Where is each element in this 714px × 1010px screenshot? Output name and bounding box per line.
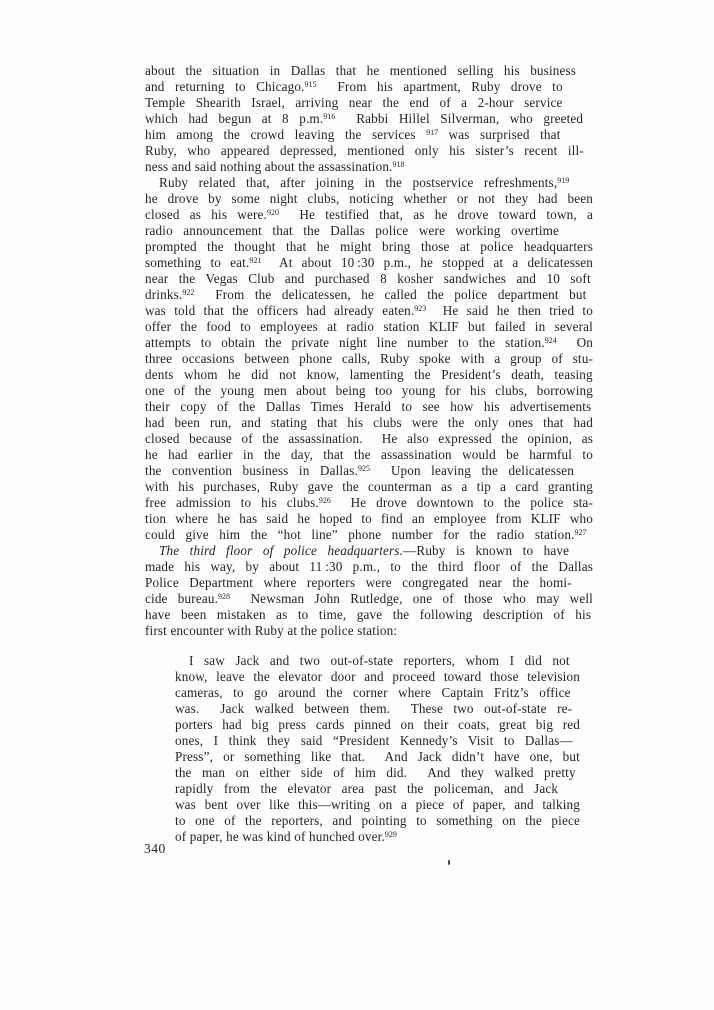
body-text: Upon leaving the delicatessen — [369, 463, 575, 478]
block-quote — [175, 653, 580, 845]
body-text: he drove by some night clubs, noticing whether or not they had been — [145, 191, 593, 206]
text-line-content — [175, 749, 580, 765]
text-line — [175, 829, 580, 845]
text-line — [145, 415, 593, 431]
text-line-content — [145, 383, 593, 399]
body-text: one of the young men about being too young for his clubs, borrowing — [145, 383, 593, 398]
body-text: closed because of the assassination. He also expressed the opinion, as — [145, 431, 593, 446]
body-text: Temple Shearith Israel, arriving near the end of a 2-hour service — [145, 95, 563, 110]
footnote-ref: 926 — [318, 495, 331, 505]
body-text: Police Department where reporters were congregated near the homi- — [145, 575, 572, 590]
text-line-content — [175, 685, 571, 701]
text-line-content — [145, 479, 593, 495]
text-line-content — [175, 653, 570, 669]
body-text: about the situation in Dallas that he mentioned selling his business — [145, 63, 577, 78]
text-line-content — [145, 143, 584, 159]
text-line-content — [175, 717, 580, 733]
text-line — [145, 367, 593, 383]
text-line-content — [175, 781, 558, 797]
body-text: could give him the “hot line” phone number for the radio station. — [145, 527, 575, 542]
first-line-indent — [145, 554, 159, 555]
body-text: He testified that, as he drove toward town, a — [278, 207, 593, 222]
page-number: 340 — [144, 841, 166, 856]
body-text: have been mistaken as to time, gave the following description of his — [145, 607, 592, 622]
body-text: —Ruby is known to have — [403, 543, 570, 558]
body-text: near the Vegas Club and purchased 8 kosher sandwiches and 10 soft — [145, 271, 591, 286]
body-text: closed as his were. — [145, 207, 267, 222]
body-text: of paper, he was kind of hunched over. — [175, 829, 385, 844]
body-text: made his way, by about 11 :30 p.m., to the third floor of the Dallas — [145, 559, 593, 574]
body-text: From his apartment, Ruby drove to — [316, 79, 563, 94]
text-line — [175, 797, 580, 813]
text-line-content — [145, 511, 593, 527]
text-line-content — [145, 623, 397, 639]
scan-artifact-dot — [448, 860, 450, 865]
text-line — [145, 431, 593, 447]
body-text: tion where he has said he hoped to find an employee from KLIF who — [145, 511, 593, 526]
text-line — [175, 733, 580, 749]
text-line — [145, 511, 593, 527]
footnote-ref: 929 — [384, 829, 397, 839]
text-line — [145, 607, 593, 623]
text-line — [145, 623, 593, 639]
text-line-content — [145, 367, 593, 383]
text-line-content — [145, 351, 593, 367]
text-line — [175, 781, 580, 797]
text-line — [145, 175, 593, 191]
footnote-ref: 925 — [357, 463, 370, 473]
footnote-ref: 918 — [392, 159, 405, 169]
body-text: At about 10 :30 p.m., he stopped at a delicatessen — [261, 255, 594, 270]
text-line-content — [145, 575, 572, 591]
body-text: was. Jack walked between them. These two out-of-state re- — [175, 701, 573, 716]
text-line-content — [145, 223, 559, 239]
text-line-content — [145, 319, 593, 335]
body-text: offer the food to employees at radio station KLIF but failed in several — [145, 319, 593, 334]
text-line — [175, 701, 580, 717]
body-text: ones, I think they said “President Kennedy’s Visit to Dallas— — [175, 733, 573, 748]
body-text: Ruby, who appeared depressed, mentioned only his sister’s recent ill- — [145, 143, 584, 158]
text-line — [145, 399, 593, 415]
text-line — [175, 669, 580, 685]
body-text: was bent over like this—writing on a piece of paper, and talking — [175, 797, 580, 812]
paragraph-2 — [145, 175, 593, 543]
text-line — [145, 527, 593, 543]
body-text: cide bureau. — [145, 591, 219, 606]
body-text: dents whom he did not know, lamenting the President’s death, teasing — [145, 367, 593, 382]
text-line — [145, 143, 593, 159]
text-line-content — [145, 95, 563, 111]
text-line — [145, 191, 593, 207]
text-line-content — [175, 765, 576, 781]
text-line — [175, 765, 580, 781]
body-text: free admission to his clubs. — [145, 495, 319, 510]
footnote-ref: 923 — [414, 303, 427, 313]
first-line-indent — [145, 186, 159, 187]
text-line-content — [145, 271, 591, 287]
body-text: Press”, or something like that. And Jack didn’t have one, but — [175, 749, 580, 764]
body-text: radio announcement that the Dallas police were working overtime — [145, 223, 560, 238]
text-line — [145, 383, 593, 399]
body-text: rapidly from the elevator area past the policeman, and Jack — [175, 781, 559, 796]
text-line-content — [175, 829, 397, 847]
body-text: Ruby related that, after joining in the postservice refreshments, — [159, 175, 558, 190]
body-text: he had earlier in the day, that the assassination would be harmful to — [145, 447, 593, 462]
body-text: porters had big press cards pinned on their coats, great big red — [175, 717, 580, 732]
footnote-ref: 915 — [304, 79, 317, 89]
text-line-content — [145, 559, 593, 575]
body-text: the man on either side of him did. And they walked pretty — [175, 765, 576, 780]
text-line — [145, 591, 593, 607]
text-line — [145, 495, 593, 511]
text-line — [175, 749, 580, 765]
body-text: drinks. — [145, 287, 183, 302]
body-text: From the delicatessen, he called the police department but — [194, 287, 587, 302]
text-line-content — [145, 399, 591, 415]
body-text: attempts to obtain the private night line number to the station. — [145, 335, 545, 350]
text-line-content — [145, 239, 593, 255]
body-text: to one of the reporters, and pointing to something on the piece — [175, 813, 580, 828]
body-text: Newsman John Rutledge, one of those who may well — [230, 591, 593, 606]
body-text: He drove downtown to the police sta- — [330, 495, 593, 510]
body-text: He said he then tried to — [426, 303, 593, 318]
text-line-content — [175, 813, 580, 829]
text-line-content — [175, 797, 580, 813]
text-line — [145, 351, 593, 367]
text-line-content — [145, 543, 569, 559]
body-text: with his purchases, Ruby gave the counterman as a tip a card granting — [145, 479, 593, 494]
footnote-ref: 917 — [426, 127, 439, 137]
body-text: know, leave the elevator door and proceed toward those television — [175, 669, 580, 684]
text-line — [145, 543, 593, 559]
footnote-ref: 919 — [557, 175, 570, 185]
text-line-content — [145, 447, 593, 463]
body-text: something to eat. — [145, 255, 250, 270]
text-line-content — [175, 733, 573, 749]
text-line-content — [145, 191, 593, 207]
text-line — [145, 463, 593, 479]
text-line — [145, 111, 593, 127]
text-line-content — [145, 63, 576, 79]
body-text: ness and said nothing about the assassination. — [145, 159, 393, 174]
text-line — [145, 559, 593, 575]
body-text: first encounter with Ruby at the police station: — [145, 623, 398, 638]
text-line — [145, 63, 593, 79]
footnote-ref: 921 — [249, 255, 262, 265]
text-line — [145, 255, 593, 271]
body-text: had been run, and stating that his clubs were the only ones that had — [145, 415, 593, 430]
footnote-ref: 922 — [182, 287, 195, 297]
footnote-ref: 916 — [323, 111, 336, 121]
footnote-ref: 928 — [218, 591, 231, 601]
body-text: their copy of the Dallas Times Herald to see how his advertisements — [145, 399, 592, 414]
body-text: which had begun at 8 p.m. — [145, 111, 324, 126]
text-line — [145, 271, 593, 287]
body-text: I saw Jack and two out-of-state reporters, whom I did not — [189, 653, 570, 668]
text-line — [145, 239, 593, 255]
text-line — [145, 447, 593, 463]
text-line-content — [145, 607, 591, 623]
footnote-ref: 927 — [574, 527, 587, 537]
paragraph-3 — [145, 543, 593, 639]
body-text: three occasions between phone calls, Ruby spoke with a group of stu- — [145, 351, 593, 366]
paragraph-1 — [145, 63, 593, 175]
text-line — [145, 95, 593, 111]
body-text: On — [556, 335, 593, 350]
text-line — [145, 287, 593, 303]
text-line — [145, 303, 593, 319]
text-line-content — [145, 431, 593, 447]
body-text: cameras, to go around the corner where Captain Fritz’s office — [175, 685, 571, 700]
text-line — [175, 717, 580, 733]
text-line-content — [175, 669, 580, 685]
body-text: the convention business in Dallas. — [145, 463, 358, 478]
text-line — [145, 127, 593, 143]
text-line-content — [145, 415, 593, 431]
body-text: and returning to Chicago. — [145, 79, 305, 94]
text-column — [145, 63, 593, 845]
first-line-indent — [175, 664, 189, 665]
body-text: him among the crowd leaving the services — [145, 127, 427, 142]
text-line — [175, 685, 580, 701]
text-line — [145, 575, 593, 591]
text-line — [175, 813, 580, 829]
footnote-ref: 924 — [544, 335, 557, 345]
text-line — [145, 223, 593, 239]
text-line — [145, 319, 593, 335]
text-line — [175, 653, 580, 669]
body-text: Rabbi Hillel Silverman, who greeted — [335, 111, 584, 126]
body-text: was surprised that — [438, 127, 561, 142]
italic-text: The third floor of police headquarters. — [159, 543, 404, 558]
footnote-ref: 920 — [266, 207, 279, 217]
text-line — [145, 335, 593, 351]
text-line-content — [175, 701, 572, 717]
body-text: was told that the officers had already eaten. — [145, 303, 415, 318]
text-line — [145, 207, 593, 223]
body-text: prompted the thought that he might bring those at police headquarters — [145, 239, 593, 254]
text-line — [145, 159, 593, 175]
text-line — [145, 79, 593, 95]
text-line — [145, 479, 593, 495]
